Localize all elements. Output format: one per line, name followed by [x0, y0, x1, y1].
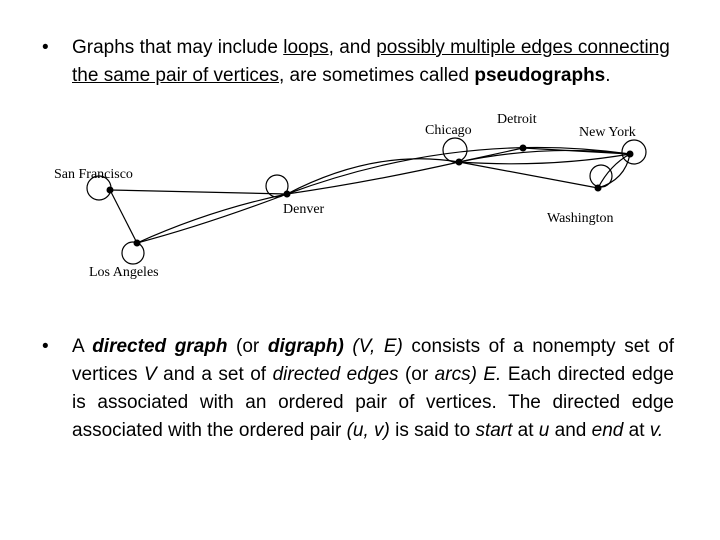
edge-denver-chicago-1	[287, 159, 459, 194]
term-ordered-pair: (u, v)	[346, 420, 390, 441]
label-new-york: New York	[579, 125, 636, 140]
var-v: V	[143, 364, 157, 385]
text-segment: , and	[328, 37, 377, 58]
label-denver: Denver	[283, 202, 325, 217]
bullet-pseudographs	[42, 34, 674, 90]
loop-los-angeles	[122, 242, 144, 264]
label-los-angeles: Los Angeles	[89, 265, 159, 280]
graph-labels	[54, 112, 636, 280]
term-directed-graph: directed graph	[92, 336, 228, 357]
term-pseudographs: pseudographs	[474, 65, 606, 86]
text-segment: and a set of	[156, 364, 273, 385]
var-u: u	[538, 420, 550, 441]
vertex-chicago	[456, 159, 463, 166]
term-digraph: digraph)	[267, 336, 344, 357]
pseudograph-diagram	[0, 100, 720, 290]
vertex-washington	[595, 185, 602, 192]
text-segment: (or	[398, 364, 435, 385]
bullet-marker: •	[42, 37, 49, 58]
text-segment: Each directed edge is associated with an ordered pair of vertices. The directed edge associated with the ordered pair	[72, 364, 674, 441]
edge-la-denver-1	[137, 194, 287, 243]
edge-washington-newyork-2	[598, 154, 630, 188]
vertex-new-york	[627, 151, 634, 158]
graph-edges	[87, 138, 646, 264]
edge-denver-newyork	[287, 147, 630, 194]
var-v: v.	[649, 420, 664, 441]
label-san-francisco: San Francisco	[54, 167, 133, 182]
bullet-text	[72, 333, 674, 445]
edge-chicago-newyork-2	[459, 154, 630, 164]
edge-sf-la	[110, 190, 137, 243]
label-chicago: Chicago	[425, 123, 472, 138]
text-segment: at	[623, 420, 650, 441]
term-loops: loops	[283, 37, 329, 58]
edge-washington-newyork-1	[598, 154, 630, 188]
vertex-denver	[284, 191, 291, 198]
edge-chicago-washington	[459, 162, 598, 188]
edge-denver-chicago-2	[287, 162, 459, 194]
bullet-directed-graph	[42, 333, 674, 445]
label-detroit: Detroit	[497, 112, 537, 127]
term-end: end	[591, 420, 624, 441]
text-segment: .	[605, 65, 611, 86]
text-segment: at	[512, 420, 539, 441]
edge-la-denver-2	[137, 194, 287, 243]
vertex-san-francisco	[107, 187, 114, 194]
term-directed-edges: directed edges	[272, 364, 399, 385]
text-segment: A	[72, 336, 93, 357]
vertex-detroit	[520, 145, 527, 152]
term-v-e: (V, E)	[343, 336, 403, 357]
text-segment: and	[549, 420, 592, 441]
label-washington: Washington	[547, 211, 614, 226]
text-segment: consists of a nonempty set of vertices	[72, 336, 674, 385]
bullet-text	[72, 34, 674, 90]
term-start: start	[475, 420, 513, 441]
edge-sf-denver	[110, 190, 287, 194]
vertex-los-angeles	[134, 240, 141, 247]
term-multiple-edges: possibly multiple edges connecting the same pair of vertices	[72, 37, 670, 86]
text-segment: (or	[227, 336, 268, 357]
term-arcs: arcs) E.	[434, 364, 502, 385]
text-segment: is said to	[389, 420, 476, 441]
text-segment: Graphs that may include	[72, 37, 284, 58]
bullet-marker: •	[42, 336, 49, 357]
graph-vertices	[107, 145, 634, 247]
text-segment: , are sometimes called	[278, 65, 475, 86]
loop-new-york	[622, 140, 646, 164]
loop-chicago	[443, 138, 467, 162]
